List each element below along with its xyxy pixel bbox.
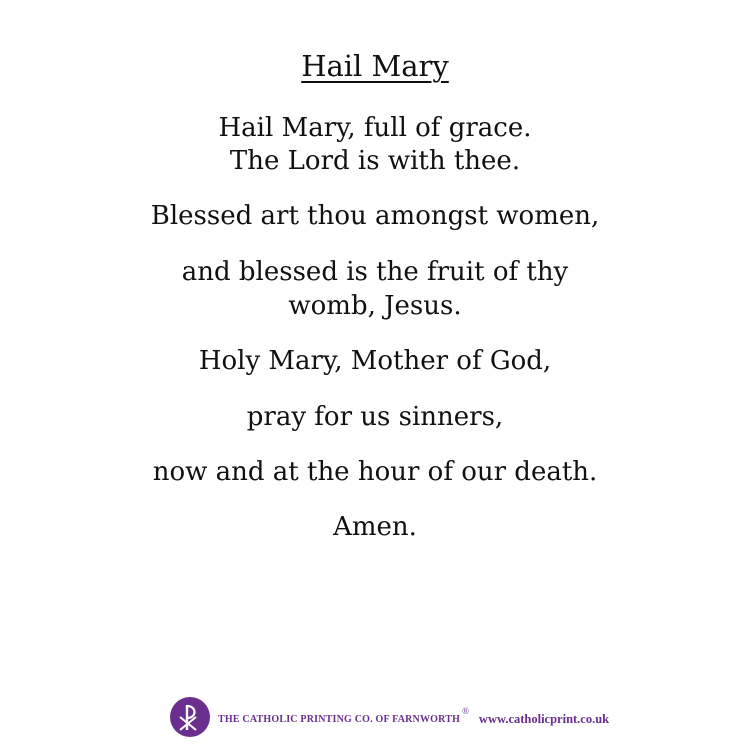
prayer-title: [0, 48, 750, 84]
publisher-name: THE CATHOLIC PRINTING CO. OF FARNWORTH: [218, 713, 461, 725]
publisher-website-link[interactable]: www.catholicprint.co.uk: [478, 711, 610, 726]
prayer-line-9: Amen.: [333, 512, 417, 542]
prayer-line-4: and blessed is the fruit of thy: [181, 257, 569, 287]
publisher-footer: [170, 695, 609, 739]
prayer-line-2: The Lord is with thee.: [229, 146, 521, 176]
prayer-title-text: Hail Mary: [301, 49, 449, 83]
chi-rho-logo-icon: [170, 697, 210, 737]
prayer-line-5: womb, Jesus.: [288, 291, 462, 321]
prayer-line-6: Holy Mary, Mother of God,: [198, 346, 552, 376]
prayer-line-7: pray for us sinners,: [246, 402, 504, 432]
registered-mark: ®: [462, 706, 469, 716]
prayer-line-3: Blessed art thou amongst women,: [150, 201, 600, 231]
prayer-line-8: now and at the hour of our death.: [152, 457, 598, 487]
prayer-line-1: Hail Mary, full of grace.: [218, 113, 532, 143]
